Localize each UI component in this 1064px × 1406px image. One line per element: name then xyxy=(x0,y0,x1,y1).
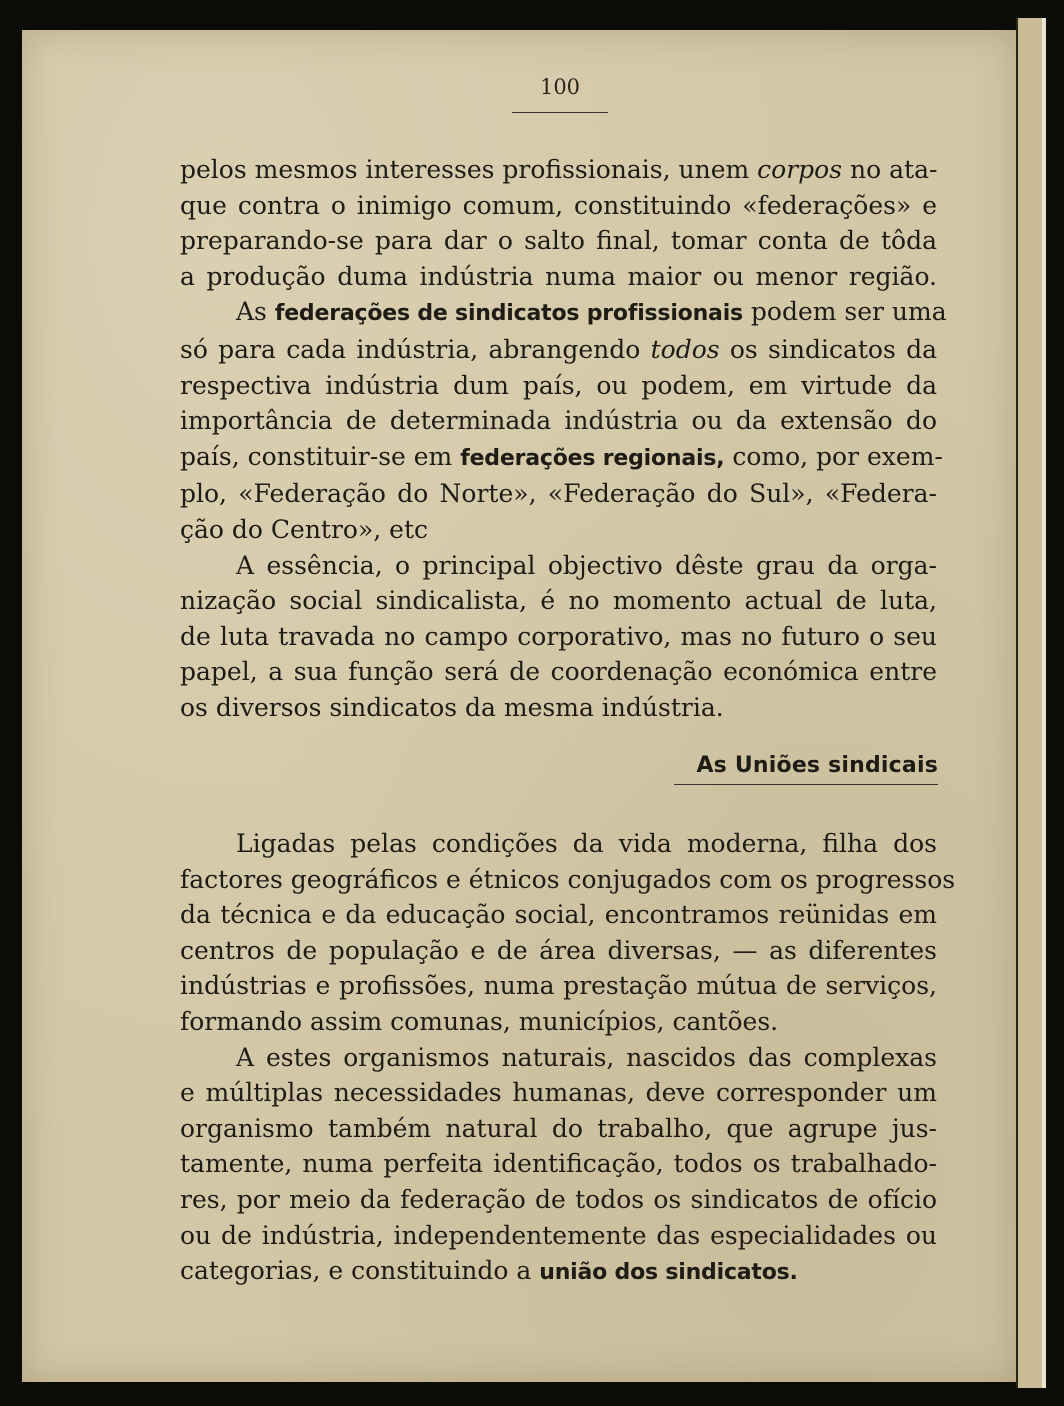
text-line: plo, «Federação do Norte», «Federação do Sul», «Federa- xyxy=(180,479,937,509)
text-line: a produção duma indústria numa maior ou menor região. xyxy=(180,261,937,291)
section-title: As Uniões sindicais xyxy=(696,753,938,778)
text-line: respectiva indústria dum país, ou podem, em virtude da xyxy=(180,370,937,400)
page-number-rule xyxy=(512,112,608,113)
section-title-rule xyxy=(674,784,938,785)
text-line: só para cada indústria, abrangendo todos os sindicatos da xyxy=(180,334,937,364)
page-edge-highlight xyxy=(1042,18,1046,1388)
text-line: A estes organismos naturais, nascidos das complexas xyxy=(236,1042,937,1072)
bold-term: federações regionais, xyxy=(460,445,725,471)
text-line: As federações de sindicatos profissionais podem ser uma xyxy=(236,297,947,327)
page-edge xyxy=(1016,18,1044,1388)
text-line: nização social sindicalista, é no momento actual de luta, xyxy=(180,586,937,616)
text-line: de luta travada no campo corporativo, mas no futuro o seu xyxy=(180,621,937,651)
text-line: ou de indústria, independentemente das especialidades ou xyxy=(180,1220,937,1250)
text-line: Ligadas pelas condições da vida moderna, filha dos xyxy=(236,829,937,858)
section-heading xyxy=(674,753,938,785)
text-line: e múltiplas necessidades humanas, deve corresponder um xyxy=(180,1078,937,1108)
bold-term: federações de sindicatos profissionais xyxy=(274,301,743,327)
text-line: da técnica e da educação social, encontramos reünidas em xyxy=(180,900,937,930)
text-line: país, constituir-se em federações regionais, como, por exem- xyxy=(180,441,943,471)
text-line: preparando-se para dar o salto final, tomar conta de tôda xyxy=(180,226,937,256)
text-line: factores geográficos e étnicos conjugados com os progressos xyxy=(180,864,956,894)
page-number: 100 xyxy=(539,75,581,99)
text-line: formando assim comunas, municípios, cantões. xyxy=(180,1006,779,1036)
text-line: res, por meio da federação de todos os sindicatos de ofício xyxy=(180,1184,937,1214)
text-line: categorias, e constituindo a união dos sindicatos. xyxy=(180,1256,798,1286)
text-line: papel, a sua função será de coordenação económica entre xyxy=(180,657,937,687)
text-line: tamente, numa perfeita identificação, todos os trabalhado- xyxy=(180,1149,937,1179)
paragraph-unions xyxy=(180,826,956,1291)
text-line: os diversos sindicatos da mesma indústria. xyxy=(180,692,724,722)
text-line: pelos mesmos interesses profissionais, unem corpos no ata- xyxy=(180,155,938,184)
text-line: importância de determinada indústria ou da extensão do xyxy=(180,406,937,436)
paragraph-federations xyxy=(180,152,947,726)
text-line: que contra o inimigo comum, constituindo «federações» e xyxy=(180,190,937,220)
text-line: indústrias e profissões, numa prestação mútua de serviços, xyxy=(180,971,937,1001)
text-line: organismo também natural do trabalho, que agrupe jus- xyxy=(180,1113,937,1143)
text-line: centros de população e de área diversas, — as diferentes xyxy=(180,935,937,965)
text-line: A essência, o principal objectivo dêste grau da orga- xyxy=(236,550,937,580)
text-line: ção do Centro», etc xyxy=(180,514,429,544)
bold-term: união dos sindicatos. xyxy=(539,1260,798,1286)
